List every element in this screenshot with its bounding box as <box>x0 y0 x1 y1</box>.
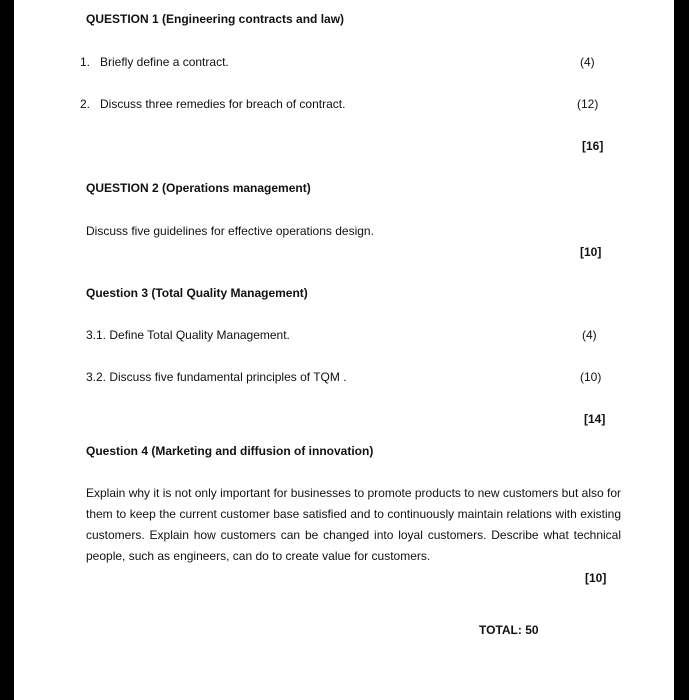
q3-item-1-marks: (4) <box>582 328 597 342</box>
q1-heading: QUESTION 1 (Engineering contracts and law) <box>86 12 345 26</box>
q1-total: [16] <box>582 139 604 153</box>
q4-heading: Question 4 (Marketing and diffusion of innovation) <box>86 444 374 458</box>
q3-item-2-text: 3.2. Discuss five fundamental principles of TQM . <box>86 370 347 384</box>
q1-item-2-marks: (12) <box>577 97 599 111</box>
q3-total: [14] <box>584 412 606 426</box>
q2-text: Discuss five guidelines for effective operations design. <box>86 224 374 238</box>
q1-item-1-number: 1. <box>80 55 91 69</box>
q3-item-2-marks: (10) <box>580 370 602 384</box>
q3-item-1-text: 3.1. Define Total Quality Management. <box>86 328 290 342</box>
q1-item-2-text: Discuss three remedies for breach of contract. <box>100 97 346 111</box>
grand-total: TOTAL: 50 <box>479 623 539 637</box>
q1-item-1-text: Briefly define a contract. <box>100 55 229 69</box>
q1-item-1-marks: (4) <box>580 55 595 69</box>
exam-page <box>14 0 674 700</box>
q4-total: [10] <box>585 571 607 585</box>
q1-item-2-number: 2. <box>80 97 91 111</box>
q3-heading: Question 3 (Total Quality Management) <box>86 286 308 300</box>
q2-heading: QUESTION 2 (Operations management) <box>86 181 311 195</box>
q4-text: Explain why it is not only important for businesses to promote products to new customers but also for them to keep the current customer base satisfied and to continuously maintain relations with existing customers. Explain how customers can be changed into loyal customers. Describe what technical people, such as engineers, can do to create value for customers. <box>86 486 621 563</box>
q2-total: [10] <box>580 245 602 259</box>
